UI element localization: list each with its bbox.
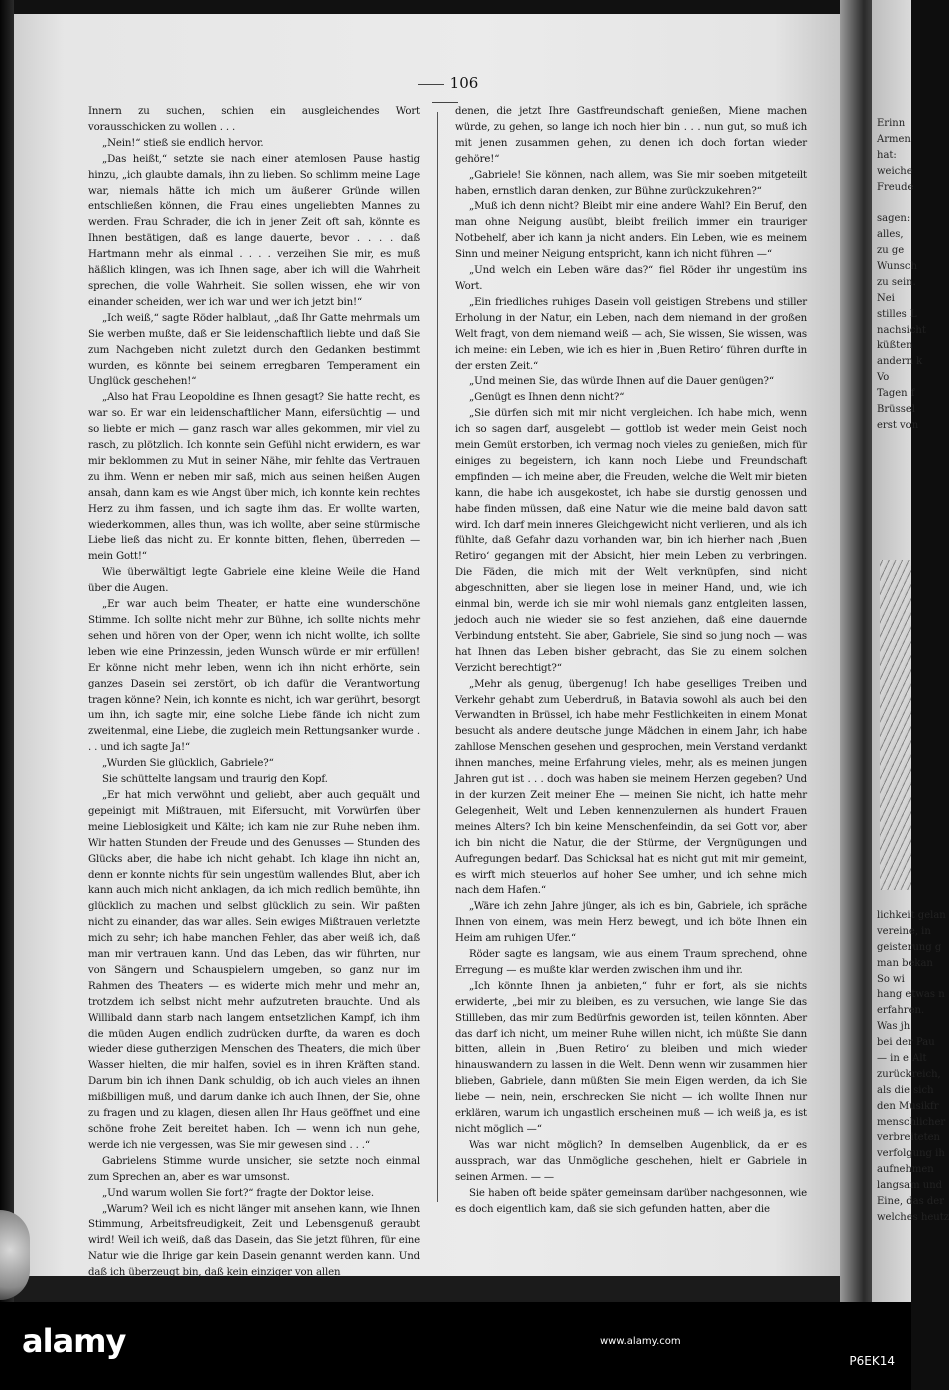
book-binding <box>0 0 14 1302</box>
paragraph: „Warum? Weil ich es nicht länger mit ansehen kann, wie Ihnen Stimmung, Arbeitsfreudigkeit, Zeit und Lebensgenuß geraubt wird! Weil ich weiß, daß das Dasein, das Sie jetzt führen, für eine Natur wie die Ihrige gar kein Dasein genannt werden kann. Und daß ich überzeugt bin, daß kein einziger von allen <box>88 1203 420 1279</box>
facing-page-line: verfolgung ih <box>877 1148 945 1160</box>
paragraph: „Ein friedliches ruhiges Dasein voll geistigen Strebens und stiller Erholung in der Natur, ein Leben, nach dem niemand in der großen Welt fragt, von dem niemand weiß — ach, Sie wissen, Sie wissen, was ich meine: ein Leben, wie ich es hier in ‚Buen Retiro‘ führen durfte in der ersten Zeit.“ <box>455 296 807 372</box>
facing-page-text-bottom <box>877 908 949 1226</box>
paragraph: „Und warum wollen Sie fort?“ fragte der Doktor leise. <box>102 1187 374 1199</box>
facing-page-line: welches heutz <box>877 1211 949 1223</box>
facing-page-line: Nei <box>877 292 895 304</box>
paragraph: „Gabriele! Sie können, nach allem, was Sie mir soeben mitgeteilt haben, ernstlich daran denken, zur Bühne zurückzukehren?“ <box>455 169 807 197</box>
facing-page-line: zu sein. <box>877 276 916 288</box>
facing-page-text-top <box>877 116 937 434</box>
facing-page-line: sagen: <box>877 213 911 225</box>
paragraph: „Und meinen Sie, das würde Ihnen auf die Dauer genügen?“ <box>469 376 774 388</box>
facing-page-line: andern k <box>877 356 923 368</box>
paragraph: „Das heißt,“ setzte sie nach einer atemlosen Pause hastig hinzu, „ich glaubte damals, ihn zu lieben. So schlimm meine Lage war, niemals hätte ich mich um äußerer Gründe willen entschließen können, die Frau eines ungeliebten Mannes zu werden. Frau Schrader, die ich in jener Zeit oft sah, könnte es Ihnen bestätigen, daß es lange dauerte, bevor . . . . daß Hartmann mehr als einmal . . . . verzeihen Sie mir, es muß häßlich klingen, was ich Ihnen sage, aber ich will die Wahrheit sprechen, die volle Wahrheit. Sie sollen wissen, ehe wir von einander scheiden, wer ich war und wer ich jetzt bin!“ <box>88 153 420 308</box>
watermark-band <box>0 1302 911 1390</box>
facing-page-line: — in e Alt <box>877 1053 927 1065</box>
page-number: 106 <box>395 74 495 110</box>
facing-page-line: nachsicht <box>877 324 926 336</box>
facing-page-line: weiche <box>877 165 913 177</box>
facing-page-line: geisterung g <box>877 941 942 953</box>
facing-page-line: Brüssel <box>877 404 915 416</box>
facing-page-line <box>877 195 937 211</box>
facing-page-line: küßten <box>877 340 913 352</box>
facing-page-line: Vo <box>877 372 890 384</box>
facing-page-line: zurückreich, <box>877 1068 941 1080</box>
paragraph: „Ich könnte Ihnen ja anbieten,“ fuhr er fort, als sie nichts erwiderte, „bei mir zu bleiben, es zu versuchen, wie lange Sie das Stillleben, das mir zum Bedürfnis geworden ist, teilen könnten. Aber das darf ich nicht, um meiner Ruhe willen nicht, ich müßte Sie dann bitten, allein in ‚Buen Retiro‘ zu bleiben und mich wieder hinauswandern zu lassen in die Welt. Denn wenn wir zusammen hier blieben, Gabriele, dann müßten Sie mein Eigen werden, da ich Sie liebe — nein, nein, erschrecken Sie nicht — ich wollte Ihnen nur erklären, warum ich ungastlich erscheinen muß — ich weiß ja, es ist nicht möglich —“ <box>455 980 807 1135</box>
facing-page-line: erst von <box>877 419 919 431</box>
facing-page-line: verbreiteten <box>877 1132 940 1144</box>
facing-page-line: Erinn <box>877 118 906 129</box>
facing-page-line: bei der Pau <box>877 1037 935 1049</box>
paragraph: „Wurden Sie glücklich, Gabriele?“ <box>102 758 274 770</box>
paragraph: Innern zu suchen, schien ein ausgleichendes Wort vorausschicken zu wollen . . . <box>88 106 420 133</box>
paragraph: „Mehr als genug, übergenug! Ich habe geselliges Treiben und Verkehr gehabt zum Ueberdruß, in Batavia sowohl als auch bei den Verwandten in Brüssel, ich habe mehr Festlichkeiten in einem Monat besucht als andere deutsche junge Mädchen in einem Jahr, ich habe zahllose Menschen gesehen und gesprochen, mein Verstand verdankt ihnen manches, meine Erfahrung vieles, mehr, als es meinen jungen Jahren gut ist . . . doch was haben sie meinem Herzen gegeben? Und in der kurzen Zeit meiner Ehe — meinen Sie nicht, ich hatte mehr Gelegenheit, Welt und Leben kennenzulernen als hundert Frauen meines Alters? Ich bin keine Menschenfeindin, da sei Gott vor, aber ich bin nicht die Natur, die der Stürme, der Vergnügungen und Aufregungen bedarf. Das Schicksal hat es nicht gut mit mir gemeint, es wirft mich steuerlos auf hoher See umher, und ich sehne mich nach dem Hafen.“ <box>455 678 807 897</box>
paragraph: „Und welch ein Leben wäre das?“ fiel Röder ihr ungestüm ins Wort. <box>455 265 807 292</box>
watermark-image-id: P6EK14 <box>849 1354 895 1368</box>
paragraph: Sie schüttelte langsam und traurig den Kopf. <box>102 774 328 786</box>
paragraph: „Er war auch beim Theater, er hatte eine wunderschöne Stimme. Ich sollte nicht mehr zur Bühne, ich sollte nichts mehr sehen und hören von der Oper, wenn ich nicht wollte, ich sollte leben wie eine Prinzessin, jeden Wunsch würde er mir erfüllen! Er könne nicht mehr leben, wenn ich ihn nicht erhörte, sein ganzes Dasein sei zerstört, ob ich dafür die Verantwortung tragen könne? Nein, ich konnte es nicht, ich war gerührt, besorgt um ihn, ich sagte mir, eine solche Liebe fände ich nicht zum zweitenmal, eine Liebe, die zugleich mein Rettungsanker wurde . . . und ich sagte Ja!“ <box>88 599 420 754</box>
facing-page-line: Armen <box>877 133 911 145</box>
paragraph: „Er hat mich verwöhnt und geliebt, aber auch gequält und gepeinigt mit Mißtrauen, mit Eifersucht, mit Vorwürfen über meine Lieblosigkeit und Kälte; ich kam nie zur Ruhe neben ihm. Wir hatten Stunden der Freude und des Genusses — Stunden des Glücks aber, die habe ich nicht gehabt. Ich klage ihn nicht an, denn er konnte nichts für sein ungestüm wallendes Blut, aber ich kann auch mich nicht anklagen, da ich mich redlich bemühte, ihn glücklich zu machen und selbst glücklich zu sein. Wir paßten nicht zu einander, das war alles. Sein ewiges Mißtrauen verletzte mich zu sehr; ich habe manchen Fehler, das aber weiß ich, daß man mir vertrauen kann. Und das Leben, das wir führten, nur von Sängern und Schauspielern umgeben, so ganz nur im Rahmen des Theaters — es widerte mich mehr und mehr an, trotzdem ich selbst nicht mehr aufzutreten brauchte. Und als Willibald dann starb nach langem entsetzlichen Kampf, ich ihm die müden Augen endlich zudrücken durfte, da waren es doch wieder diese gutherzigen Menschen des Theaters, die mich über Wasser hielten, die mir halfen, soviel es in ihren Kräften stand. Darum bin ich ihnen Dank schuldig, ob ich auch vieles an ihnen mißbilligen muß, und darum danke ich auch Ihnen, der Sie, ohne zu fragen und zu klagen, diesen allen Ihr Haus geöffnet und eine schöne frohe Zeit bereitet haben. Ich — wenn ich nun gehe, werde ich nie vergessen, was Sie mir gewesen sind . . .“ <box>88 789 420 1151</box>
facing-page-line: aufnehmen <box>877 1164 934 1176</box>
facing-page-line: Was jh <box>877 1021 911 1033</box>
facing-page-line: alles, <box>877 229 904 241</box>
facing-page-line: erfahren. <box>877 1005 925 1017</box>
paragraph: „Wäre ich zehn Jahre jünger, als ich es bin, Gabriele, ich spräche Ihnen von einem, was mein Herz bewegt, und ich böte Ihnen ein Heim am ruhigen Ufer.“ <box>455 901 807 945</box>
paragraph: Gabrielens Stimme wurde unsicher, sie setzte noch einmal zum Sprechen an, aber es war umsonst. <box>88 1155 420 1183</box>
left-text-column <box>88 104 420 1281</box>
facing-page-line: hat: <box>877 149 897 161</box>
paragraph: Was war nicht möglich? In demselben Augenblick, da er es aussprach, war das Unmögliche geschehen, hielt er Gabriele in seinen Armen. — — <box>455 1139 807 1183</box>
paragraph: Wie überwältigt legte Gabriele eine kleine Weile die Hand über die Augen. <box>88 567 420 595</box>
thumb-holding-page <box>0 1210 30 1300</box>
facing-page-line: stilles L <box>877 308 917 320</box>
paragraph: „Sie dürfen sich mit mir nicht vergleichen. Ich habe mich, wenn ich so sagen darf, ausgelebt — gottlob ist weder mein Geist noch mein Gemüt erstorben, ich vermag noch vieles zu genießen, mich für einiges zu begeistern, ich kann noch Liebe und Freundschaft empfinden — ich meine aber, die Freuden, welche die Welt mir bieten kann, die habe ich ausgekostet, ich habe sie durstig genossen und habe finden müssen, daß eine Natur wie die meine bald davon satt wird. Ich darf mein inneres Gleichgewicht nicht verlieren, und als ich fühlte, daß Gefahr dazu vorhanden war, bin ich hierher nach ‚Buen Retiro‘ gegangen mit der Absicht, hier mein Leben zu verbringen. Die Fäden, die mich mit der Welt verknüpfen, sind nicht abgeschnitten, aber sie liegen lose in meiner Hand, und, wie ich einmal bin, werde ich sie mir wohl niemals ganz entgleiten lassen, jedoch auch nie wieder sie so fest anziehen, daß eine dauernde Verbindung entsteht. Sie aber, Gabriele, Sie sind so jung noch — was hat Ihnen das Leben bisher gebracht, das Sie zu einem solchen Verzicht berechtigt?“ <box>455 408 807 674</box>
watermark-logo: alamy <box>22 1322 126 1360</box>
facing-page-line: Wunsch <box>877 261 917 273</box>
paragraph: Sie haben oft beide später gemeinsam darüber nachgesonnen, wie es doch eigentlich kam, daß sie sich gefunden hatten, aber die <box>455 1187 807 1215</box>
facing-page-line: So wi <box>877 973 905 985</box>
paragraph: „Nein!“ stieß sie endlich hervor. <box>102 137 264 149</box>
paragraph: „Also hat Frau Leopoldine es Ihnen gesagt? Sie hatte recht, es war so. Er war ein leidenschaftlicher Mann, eifersüchtig — und so liebte er mich — ganz rasch war alles gekommen, mir viel zu rasch, zu plötzlich. Ich konnte sein Gefühl nicht erwidern, es war mir beklommen zu Mut in seiner Nähe, mir fehlte das Vertrauen zu ihm. Wenn er neben mir saß, mich aus seinen heißen Augen ansah, dann kam es wie Angst über mich, ich konnte kein rechtes Herz zu ihm fassen, und ich sagte ihm das. Er wollte warten, wiederkommen, alles thun, was ich wollte, aber seine stürmische Liebe ließ das nicht zu. Er konnte bitten, flehen, überreden — mein Gott!“ <box>88 392 420 563</box>
facing-page-line: Freude <box>877 181 914 193</box>
column-divider <box>437 112 438 1202</box>
paragraph: „Muß ich denn nicht? Bleibt mir eine andere Wahl? Ein Beruf, den man ohne Neigung ausübt, bleibt freilich immer ein trauriger Notbehelf, aber ich kann ja nicht anders. Ein Leben, wie es meinem Sinn und meiner Neigung entspricht, kann ich nicht führen —“ <box>455 201 807 261</box>
facing-page-line: Eine, das der <box>877 1196 944 1208</box>
paragraph: denen, die jetzt Ihre Gastfreundschaft genießen, Miene machen würde, zu gehen, so lange ich noch hier bin . . . nun gut, so muß ich mit jenen zusammen gehen, zu denen ich doch fortan wieder gehöre!“ <box>455 106 807 165</box>
paragraph: „Ich weiß,“ sagte Röder halblaut, „daß Ihr Gatte mehrmals um Sie werben mußte, daß er Sie leidenschaftlich liebte und daß Sie zum Nachgeben nicht zuletzt durch den Gedanken bestimmt wurden, es könnte bei seinem erregbaren Temperament ein Unglück geschehen!“ <box>88 312 420 388</box>
paragraph: Röder sagte es langsam, wie aus einem Traum sprechend, ohne Erregung — es mußte klar werden zwischen ihm und ihr. <box>455 949 807 976</box>
facing-page-line: den Musikfr <box>877 1100 939 1112</box>
watermark-url: www.alamy.com <box>600 1336 681 1347</box>
facing-page-illustration <box>880 560 911 890</box>
facing-page-line: Tagen f <box>877 388 915 400</box>
facing-page-line: lichkeit gelan <box>877 910 946 921</box>
paragraph: „Genügt es Ihnen denn nicht?“ <box>469 392 625 404</box>
facing-page-line: man bekan <box>877 957 933 969</box>
facing-page-line: menschlicher <box>877 1116 946 1128</box>
facing-page-line: als die sich <box>877 1084 934 1096</box>
facing-page-line: hang etwas n <box>877 989 945 1001</box>
facing-page-line: vereine, in <box>877 925 931 937</box>
facing-page-line: langsam und <box>877 1180 943 1192</box>
right-text-column <box>455 104 807 1217</box>
facing-page-line: zu ge <box>877 245 905 257</box>
